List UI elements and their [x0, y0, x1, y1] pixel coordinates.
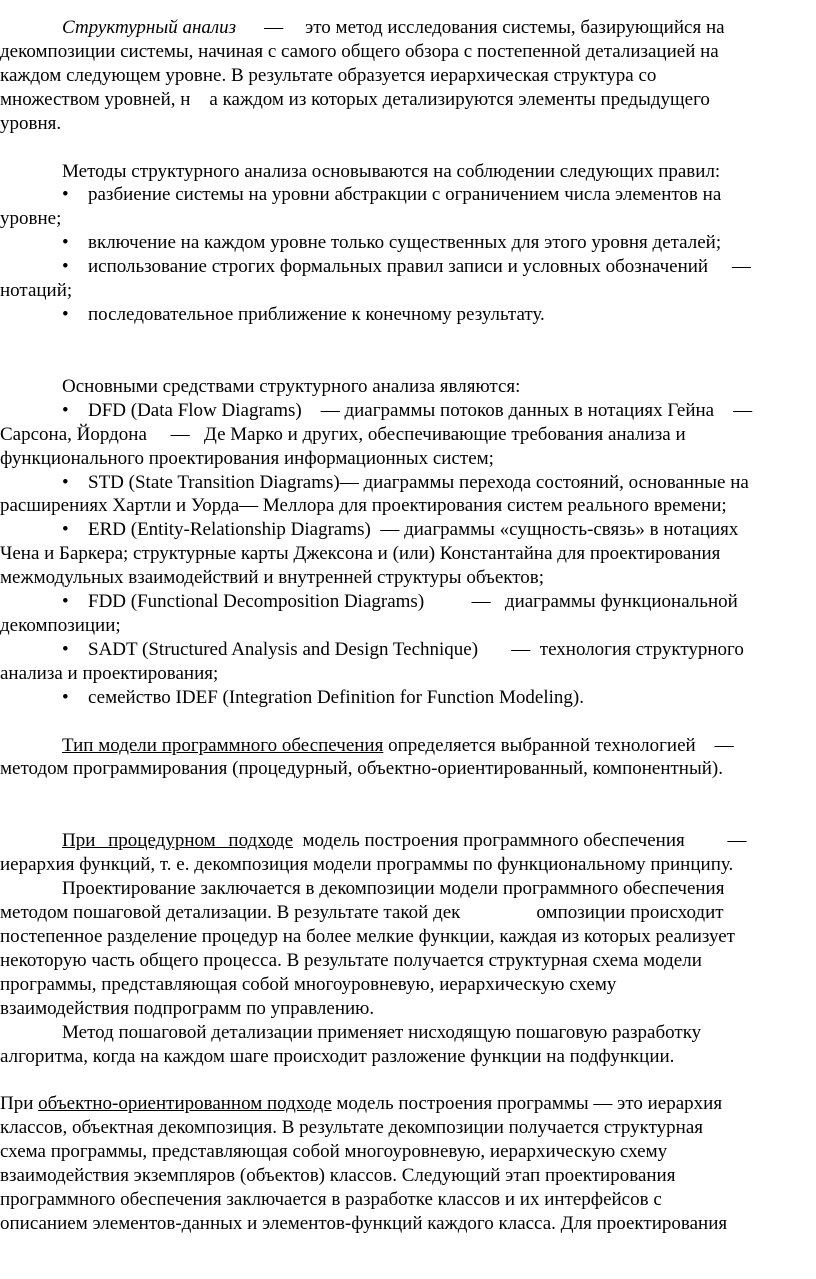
bullet-icon: •	[62, 399, 69, 421]
text-line: схема программы, представляющая собой многоуровневую, иерархическую схему	[0, 1141, 668, 1163]
text-line: классов, объектная декомпозиция. В результате декомпозиции получается структурная	[0, 1117, 703, 1139]
text-line: При объектно-ориентированном подходе модель построения программы — это иерархия	[0, 1093, 723, 1115]
oop-section	[0, 1092, 816, 1235]
text-line: программы, представляющая собой многоуровневую, иерархическую схему	[0, 973, 617, 995]
list-item: • включение на каждом уровне только существенных для этого уровня деталей;	[62, 232, 722, 254]
list-item: • ERD (Entity-Relationship Diagrams) — диаграммы «сущность-связь» в нотациях	[62, 519, 739, 541]
text-line-content: это метод исследования системы, базирующийся на	[305, 17, 725, 38]
bullet-icon: •	[62, 519, 69, 541]
text-line: взаимодействия экземпляров (объектов) классов. Следующий этап проектирования	[0, 1165, 676, 1187]
text-line: Проектирование заключается в декомпозиции модели программного обеспечения	[62, 878, 725, 900]
list-item: • разбиение системы на уровни абстракции с ограничением числа элементов на	[62, 184, 722, 206]
text-line: описанием элементов-данных и элементов-функций каждого класса. Для проектирования	[0, 1212, 728, 1234]
list-item: • использование строгих формальных правил записи и условных обозначений —	[62, 256, 751, 278]
text-line: программного обеспечения заключается в разработке классов и их интерфейсов с	[0, 1189, 662, 1211]
text-line: методом пошаговой детализации. В результате такой дек омпозиции происходит	[0, 902, 724, 924]
text-line: Сарсона, Йордона — Де Марко и других, обеспечивающие требования анализа и	[0, 423, 686, 445]
dash: —	[264, 17, 284, 38]
text-line: расширениях Хартли и Уорда— Меллора для проектирования систем реального времени;	[0, 495, 727, 517]
list-item: • FDD (Functional Decomposition Diagrams) — диаграммы функциональной	[62, 591, 738, 613]
procedural-section	[0, 829, 816, 1068]
text-line: каждом следующем уровне. В результате образуется иерархическая структура со	[0, 64, 657, 86]
text-line: уровня.	[0, 112, 62, 134]
text-line: постепенное разделение процедур на более мелкие функции, каждая из которых реализует	[0, 926, 735, 947]
text-line: функционального проектирования информационных систем;	[0, 447, 494, 469]
term-procedural-approach: При процедурном подходе	[62, 830, 294, 852]
text-line: анализа и проектирования;	[0, 662, 219, 684]
term-structural-analysis: Структурный анализ	[62, 17, 237, 38]
text-line: межмодульных взаимодействий и внутренней структуры объектов;	[0, 567, 545, 589]
list-item: • последовательное приближение к конечному результату.	[62, 303, 545, 325]
bullet-icon: •	[62, 591, 69, 613]
bullet-icon: •	[62, 184, 69, 206]
bullet-icon: •	[62, 471, 69, 493]
text-line: При процедурном подходе модель построения программного обеспечения —	[62, 830, 747, 852]
text-line: Тип модели программного обеспечения определяется выбранной технологией —	[62, 734, 734, 756]
tools-section	[0, 375, 816, 710]
text-line: декомпозиции системы, начиная с самого общего обзора с постепенной детализацией на	[0, 40, 719, 62]
list-item: • семейство IDEF (Integration Definition for Function Modeling).	[62, 686, 584, 708]
text-line: методом программирования (процедурный, объектно-ориентированный, компонентный).	[0, 758, 723, 780]
text-line: Чена и Баркера; структурные карты Джексона и (или) Константайна для проектирования	[0, 543, 721, 565]
document-page	[0, 16, 816, 1236]
list-item: • DFD (Data Flow Diagrams) — диаграммы потоков данных в нотациях Гейна —	[62, 399, 753, 421]
term-oop-approach: объектно-ориентированном подходе	[38, 1093, 332, 1115]
bullet-icon: •	[62, 232, 69, 254]
paragraph-structural-analysis	[0, 16, 816, 136]
text-line: Метод пошаговой детализации применяет нисходящую пошаговую разработку	[62, 1021, 702, 1043]
rules-section	[0, 160, 816, 327]
list-item: • SADT (Structured Analysis and Design Technique) — технология структурного	[62, 638, 744, 660]
rules-intro: Методы структурного анализа основываются на соблюдении следующих правил:	[62, 160, 721, 182]
bullet-icon: •	[62, 256, 69, 278]
model-type-paragraph	[0, 734, 816, 782]
text-line: множеством уровней, н а каждом из которых детализируются элементы предыдущего	[0, 88, 710, 110]
bullet-icon: •	[62, 686, 69, 708]
term-model-type: Тип модели программного обеспечения	[62, 734, 384, 756]
list-item: • STD (State Transition Diagrams)— диаграммы перехода состояний, основанные на	[62, 471, 749, 493]
text-line	[0, 16, 816, 40]
text-line: алгоритма, когда на каждом шаге происходит разложение функции на подфункции.	[0, 1045, 675, 1067]
text-line: декомпозиции;	[0, 614, 121, 636]
bullet-icon: •	[62, 303, 69, 325]
text-line: взаимодействия подпрограмм по управлению.	[0, 997, 375, 1019]
text-line: уровне;	[0, 208, 62, 230]
tools-intro: Основными средствами структурного анализа являются:	[62, 375, 521, 397]
text-line: некоторую часть общего процесса. В результате получается структурная схема модели	[0, 949, 702, 971]
text-line: нотаций;	[0, 280, 73, 302]
bullet-icon: •	[62, 638, 69, 660]
text-line: иерархия функций, т. е. декомпозиция модели программы по функциональному принципу.	[0, 854, 734, 876]
